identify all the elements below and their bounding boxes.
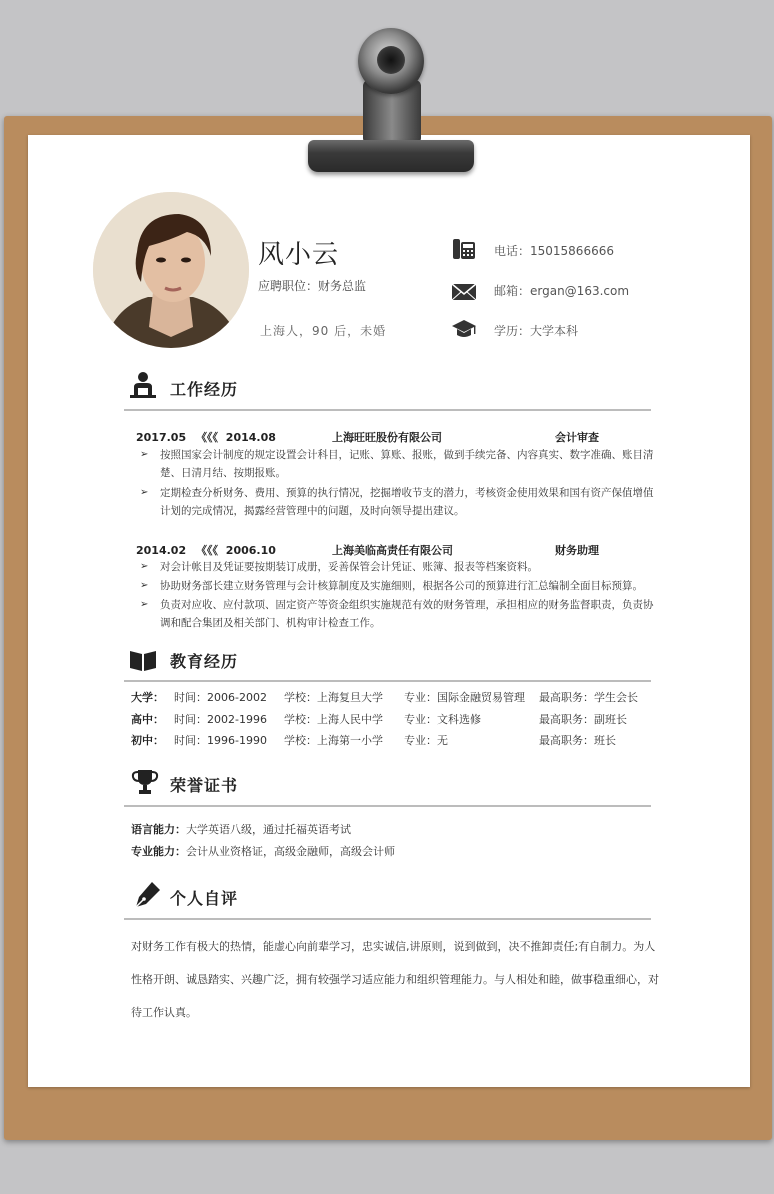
job-end-date: 2006.10 <box>225 544 276 557</box>
arrow-icon: ➢ <box>140 599 149 610</box>
clip-base <box>308 140 474 172</box>
job-bullet: ➢ 负责对应收、应付款项、固定资产等资金组织实施规范有效的财务管理，承担相应的财务监督职责，负责协调和配合集团及相关部门、机构审计检查工作。 <box>160 596 658 632</box>
self-eval-section-title: 个人自评 <box>170 889 239 908</box>
edu-major: 专业：文科选修 <box>404 713 481 726</box>
portrait-photo <box>93 192 249 348</box>
honor-value: 会计从业资格证，高级金融师，高级会计师 <box>186 845 395 858</box>
job-date-arrows: 《《《 <box>195 431 218 444</box>
job-bullet: ➢ 按照国家会计制度的规定设置会计科目，记账、算账、报账，做到手续完备、内容真实、数字准确、账目清楚、日清月结、按期报账。 <box>160 446 658 482</box>
job-title: 会计审查 <box>555 431 599 444</box>
education-row <box>131 689 661 705</box>
job-start-date: 2017.05 <box>136 431 187 444</box>
honor-label: 专业能力： <box>131 845 186 858</box>
work-divider <box>124 409 651 411</box>
job-company: 上海美临高责任有限公司 <box>332 544 453 557</box>
email-icon <box>451 279 477 305</box>
pen-nib-icon <box>132 880 162 910</box>
book-icon <box>128 645 158 675</box>
job-bullet: ➢ 定期检查分析财务、费用、预算的执行情况，挖掘增收节支的潜力，考核资金使用效果和国有资产保值增值计划的完成情况，揭露经营管理中的问题，及时向领导提出建议。 <box>160 484 658 520</box>
self-eval-divider <box>124 918 651 920</box>
honors-section-title: 荣誉证书 <box>170 776 239 795</box>
job-title: 财务助理 <box>555 544 599 557</box>
job-date-arrows: 《《《 <box>195 544 218 557</box>
job-end-date: 2014.08 <box>225 431 276 444</box>
edu-school: 学校：上海人民中学 <box>284 713 383 726</box>
education-level-text: 学历：大学本科 <box>494 324 579 338</box>
honors-divider <box>124 805 651 807</box>
education-divider <box>124 680 651 682</box>
work-person-icon <box>128 369 158 399</box>
honor-label: 语言能力： <box>131 823 186 836</box>
edu-major: 专业：无 <box>404 734 448 747</box>
applied-position: 应聘职位：财务总监 <box>258 279 367 293</box>
edu-role: 最高职务：学生会长 <box>539 691 638 704</box>
education-row <box>131 732 661 748</box>
email-text: 邮箱：ergan@163.com <box>494 284 630 298</box>
job-header <box>136 429 656 445</box>
edu-time: 时间：1996-1990 <box>174 734 267 747</box>
edu-level: 大学： <box>131 691 164 704</box>
edu-role: 最高职务：副班长 <box>539 713 627 726</box>
work-section-title: 工作经历 <box>170 380 239 399</box>
edu-time: 时间：2002-1996 <box>174 713 267 726</box>
edu-level: 初中： <box>131 734 164 747</box>
edu-role: 最高职务：班长 <box>539 734 616 747</box>
job-start-date: 2014.02 <box>136 544 187 557</box>
edu-level: 高中： <box>131 713 164 726</box>
arrow-icon: ➢ <box>140 449 149 460</box>
avatar <box>93 192 249 348</box>
edu-school: 学校：上海第一小学 <box>284 734 383 747</box>
applicant-name: 风小云 <box>258 240 340 270</box>
honor-item <box>131 821 351 837</box>
phone-icon <box>451 236 477 262</box>
arrow-icon: ➢ <box>140 561 149 572</box>
edu-time: 时间：2006-2002 <box>174 691 267 704</box>
edu-major: 专业：国际金融贸易管理 <box>404 691 525 704</box>
job-bullet: ➢ 对会计帐目及凭证要按期装订成册，妥善保管会计凭证、账簿、报表等档案资料。 <box>160 558 658 576</box>
arrow-icon: ➢ <box>140 487 149 498</box>
honor-item <box>131 843 395 859</box>
education-row <box>131 711 661 727</box>
education-section-title: 教育经历 <box>170 652 239 671</box>
honor-value: 大学英语八级，通过托福英语考试 <box>186 823 351 836</box>
job-bullet: ➢ 协助财务部长建立财务管理与会计核算制度及实施细则，根据各公司的预算进行汇总编制全面目标预算。 <box>160 577 658 595</box>
phone-text: 电话：15015866666 <box>494 244 614 258</box>
self-evaluation-text: 对财务工作有极大的热情，能虚心向前辈学习，忠实诚信,讲原则，说到做到，决不推卸责任;有自制力。为人性格开朗、诚恳踏实、兴趣广泛，拥有较强学习适应能力和组织管理能力。与人相处和睦，做事稳重细心，对待工作认真。 <box>131 940 659 1019</box>
edu-school: 学校：上海复旦大学 <box>284 691 383 704</box>
job-header <box>136 542 656 558</box>
graduation-cap-icon <box>451 316 477 342</box>
job-company: 上海旺旺股份有限公司 <box>332 431 442 444</box>
trophy-icon <box>130 767 160 797</box>
clip-hole <box>377 46 405 74</box>
arrow-icon: ➢ <box>140 580 149 591</box>
personal-info: 上海人，90 后，未婚 <box>260 324 387 338</box>
